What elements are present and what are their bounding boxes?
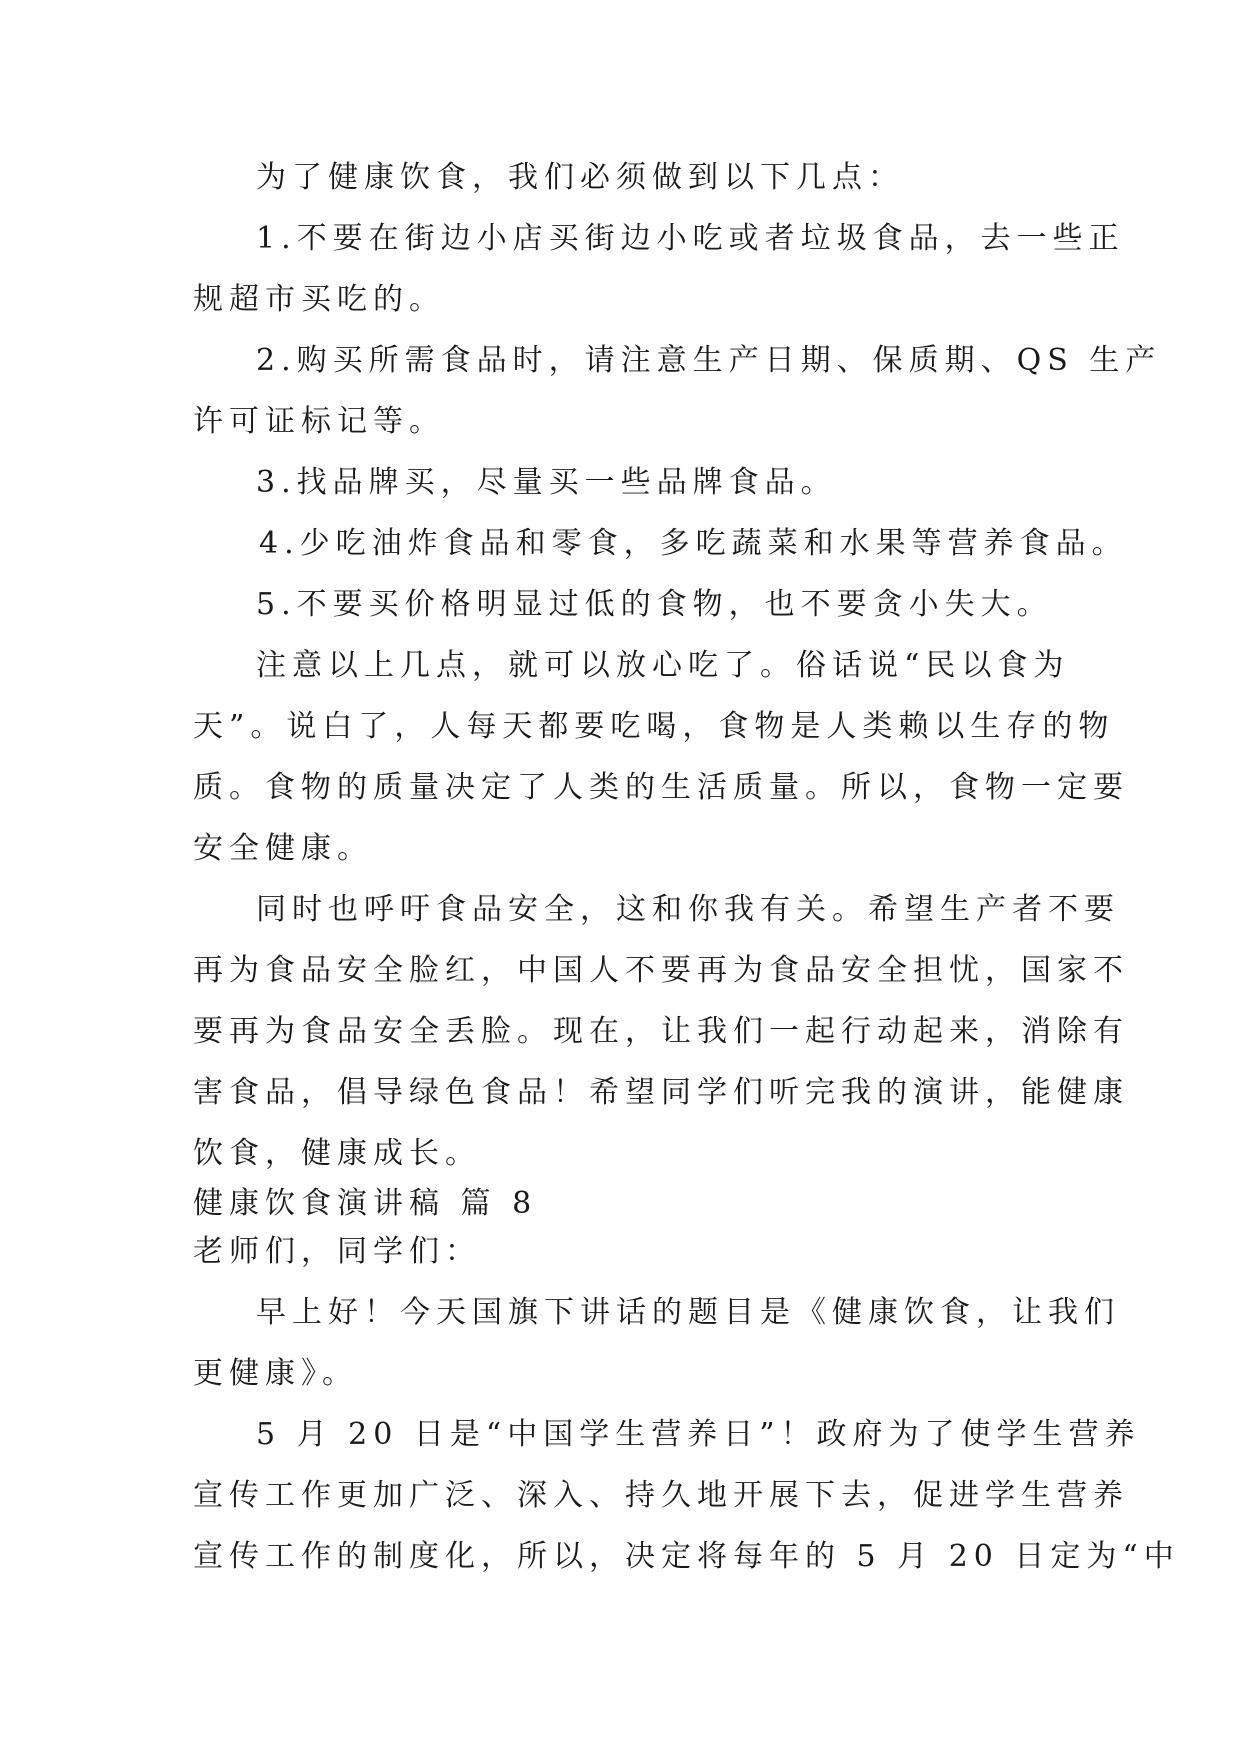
paragraph-appeal-line-5: 饮食，健康成长。 — [193, 1136, 481, 1171]
paragraph-intro: 为了健康饮食，我们必须做到以下几点： — [256, 160, 904, 195]
paragraph-appeal-line-4: 害食品，倡导绿色食品！希望同学们听完我的演讲，能健康 — [193, 1075, 1129, 1110]
paragraph-appeal-line-3: 要再为食品安全丢脸。现在，让我们一起行动起来，消除有 — [193, 1014, 1129, 1049]
paragraph-nutrition-day-line-2: 宣传工作更加广泛、深入、持久地开展下去，促进学生营养 — [193, 1478, 1129, 1513]
list-item-1-line-2: 规超市买吃的。 — [193, 282, 445, 317]
list-item-2-line-1: 2.购买所需食品时，请注意生产日期、保质期、QS 生产 — [256, 343, 1162, 378]
paragraph-note-line-4: 安全健康。 — [193, 831, 373, 866]
list-item-2-line-2: 许可证标记等。 — [193, 404, 445, 439]
paragraph-nutrition-day-line-3: 宣传工作的制度化，所以，决定将每年的 5 月 20 日定为“中 — [193, 1539, 1180, 1574]
section-heading: 健康饮食演讲稿 篇 8 — [193, 1186, 538, 1221]
list-item-3: 3.找品牌买，尽量买一些品牌食品。 — [256, 465, 837, 500]
salutation: 老师们，同学们： — [193, 1234, 481, 1269]
paragraph-note-line-3: 质。食物的质量决定了人类的生活质量。所以，食物一定要 — [193, 770, 1129, 805]
paragraph-nutrition-day-line-1: 5 月 20 日是“中国学生营养日”！政府为了使学生营养 — [256, 1417, 1141, 1452]
paragraph-greeting-line-1: 早上好！今天国旗下讲话的题目是《健康饮食，让我们 — [256, 1295, 1120, 1330]
paragraph-appeal-line-2: 再为食品安全脸红，中国人不要再为食品安全担忧，国家不 — [193, 953, 1129, 988]
document-page — [193, 158, 1180, 1598]
list-item-1-line-1: 1.不要在街边小店买街边小吃或者垃圾食品，去一些正 — [256, 221, 1125, 256]
paragraph-note-line-1: 注意以上几点，就可以放心吃了。俗话说“民以食为 — [256, 648, 1070, 683]
paragraph-note-line-2: 天”。说白了，人每天都要吃喝，食物是人类赖以生存的物 — [193, 709, 1115, 744]
list-item-5: 5.不要买价格明显过低的食物，也不要贪小失大。 — [256, 587, 1053, 622]
paragraph-appeal-line-1: 同时也呼吁食品安全，这和你我有关。希望生产者不要 — [256, 892, 1120, 927]
paragraph-greeting-line-2: 更健康》。 — [193, 1356, 358, 1391]
list-item-4: 4.少吃油炸食品和零食，多吃蔬菜和水果等营养食品。 — [259, 526, 1128, 561]
